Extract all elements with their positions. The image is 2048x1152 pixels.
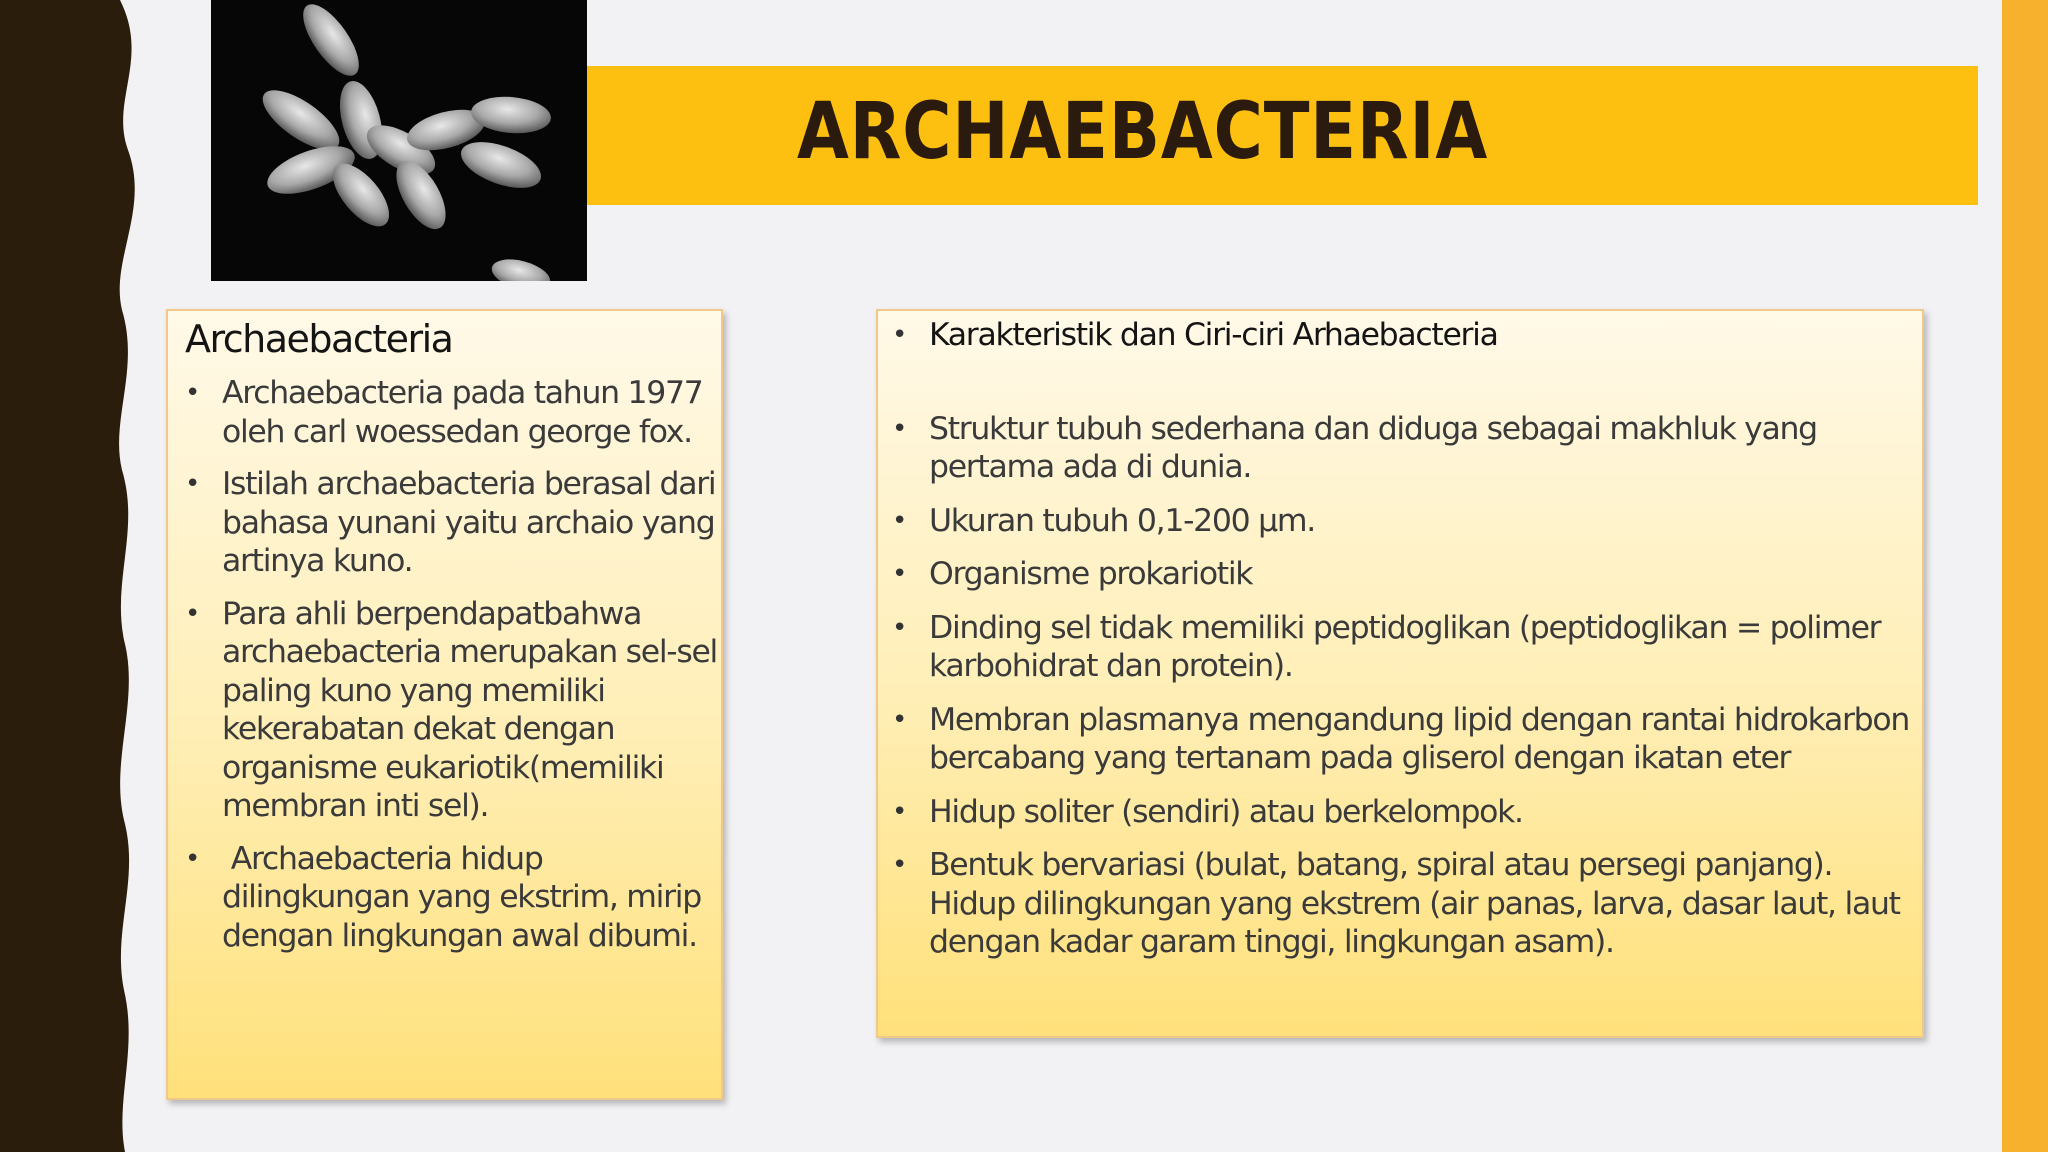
list-item: • Archaebacteria pada tahun 1977 oleh carl woessedan george fox. xyxy=(185,374,725,451)
list-item: • Ukuran tubuh 0,1-200 μm. xyxy=(892,502,1922,541)
list-item: • Istilah archaebacteria berasal dari bahasa yunani yaitu archaio yang artinya kuno. xyxy=(185,465,725,581)
list-item: • Dinding sel tidak memiliki peptidoglikan (peptidoglikan = polimer karbohidrat dan protein). xyxy=(892,609,1922,686)
intro-list xyxy=(185,374,725,969)
list-item: • Membran plasmanya mengandung lipid dengan rantai hidrokarbon bercabang yang tertanam pada gliserol dengan ikatan eter xyxy=(892,701,1922,778)
list-item: • Para ahli berpendapatbahwa archaebacteria merupakan sel-sel paling kuno yang memiliki kekerabatan dekat dengan organisme eukariotik(memiliki membran inti sel). xyxy=(185,595,725,826)
bacteria-photo xyxy=(211,0,587,281)
list-item: • Archaebacteria hidup dilingkungan yang ekstrim, mirip dengan lingkungan awal dibumi. xyxy=(185,840,725,956)
list-item: • Hidup soliter (sendiri) atau berkelompok. xyxy=(892,793,1922,832)
intro-box xyxy=(166,309,723,1100)
right-accent-strip xyxy=(2002,0,2048,1152)
characteristics-box xyxy=(876,309,1924,1038)
characteristics-heading: • Karakteristik dan Ciri-ciri Arhaebacteria xyxy=(892,316,1922,355)
list-item: • Struktur tubuh sederhana dan diduga sebagai makhluk yang pertama ada di dunia. xyxy=(892,410,1922,487)
list-item: • Organisme prokariotik xyxy=(892,555,1922,594)
page-title: ARCHAEBACTERIA xyxy=(797,87,1489,177)
bacteria-micrograph-icon xyxy=(211,0,587,281)
intro-heading: Archaebacteria xyxy=(185,317,453,361)
left-wave-decoration xyxy=(0,0,160,1152)
characteristics-list xyxy=(892,316,1922,977)
list-item: • Bentuk bervariasi (bulat, batang, spiral atau persegi panjang). Hidup dilingkungan yang ekstrem (air panas, larva, dasar laut, laut dengan kadar garam tinggi, lingkungan asam). xyxy=(892,846,1922,962)
